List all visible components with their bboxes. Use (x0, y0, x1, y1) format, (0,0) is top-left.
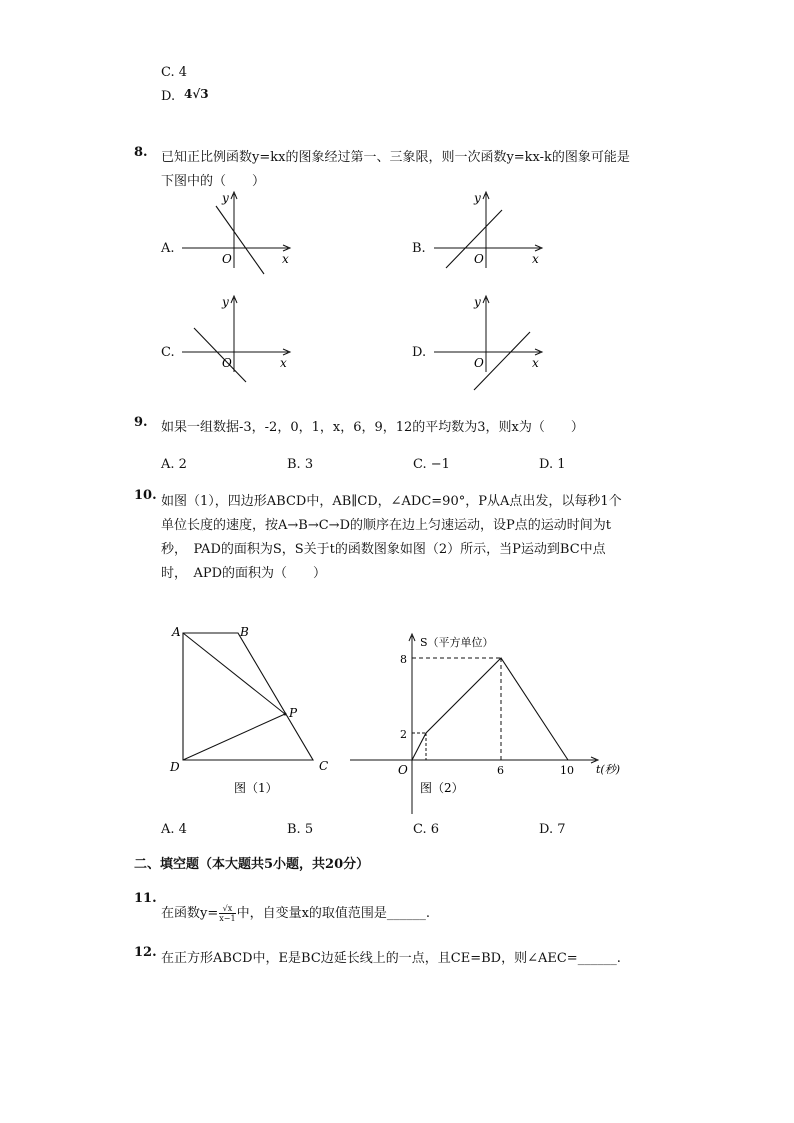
q10-figure-1 (168, 620, 348, 810)
label-a: A (172, 625, 181, 639)
origin-label: O (398, 763, 408, 777)
label-c: C (319, 759, 329, 773)
q10-stem-line2: 单位长度的速度，按A→B→C→D的顺序在边上匀速运动，设P点的运动时间为t (161, 518, 611, 533)
q11-fraction-denominator: x−1 (219, 914, 236, 923)
q8-stem-line2: 下图中的（ ） (161, 174, 266, 189)
y-label: y (222, 295, 229, 309)
q9-option-b[interactable]: B. 3 (287, 457, 314, 472)
q10-option-c[interactable]: C. 6 (413, 822, 440, 837)
y-label: y (222, 191, 229, 205)
x-label: x (280, 356, 287, 370)
segment-dp (183, 714, 285, 760)
q7-option-d-value: 4√3 (184, 87, 209, 101)
origin-label: O (222, 356, 232, 370)
origin-label: O (222, 252, 232, 266)
section-heading: 二、填空题（本大题共5小题，共20分） (134, 857, 370, 872)
s-axis-label: S（平方单位） (420, 636, 494, 649)
q9-stem: 如果一组数据-3，-2，0，1，x，6，9，12的平均数为3，则x为（ ） (161, 420, 584, 435)
q12-stem: 在正方形ABCD中，E是BC边延长线上的一点，且CE=BD，则∠AEC=______. (161, 951, 621, 966)
q9-option-c[interactable]: C. −1 (413, 457, 450, 472)
origin-label: O (474, 356, 484, 370)
q8-stem-line1: 已知正比例函数y=kx的图象经过第一、三象限，则一次函数y=kx-k的图象可能是 (161, 150, 630, 165)
q10-stem-line4: 时， APD的面积为（ ） (161, 566, 327, 581)
area-function-graph (412, 658, 568, 760)
q8-option-c-label[interactable]: C. (161, 345, 175, 360)
q10-stem-line3: 秒， PAD的面积为S，S关于t的函数图象如图（2）所示，当P运动到BC中点 (161, 542, 606, 557)
y-label: y (474, 295, 481, 309)
x-label: x (282, 252, 289, 266)
q9-number: 9. (134, 415, 148, 430)
q10-number: 10. (134, 488, 157, 503)
q8-option-a-label[interactable]: A. (161, 241, 175, 256)
q8-graph-d (432, 294, 552, 374)
figure-1-caption: 图（1） (234, 781, 278, 795)
q8-graph-c (180, 294, 300, 374)
q8-option-d-label[interactable]: D. (412, 345, 427, 360)
x-label: x (532, 252, 539, 266)
q11-stem (161, 904, 430, 923)
x-label: x (532, 356, 539, 370)
q10-option-b[interactable]: B. 5 (287, 822, 314, 837)
figure-2-caption: 图（2） (420, 781, 464, 795)
q10-option-a[interactable]: A. 4 (161, 822, 187, 837)
t-axis-label: t(秒) (596, 763, 621, 776)
q11-fraction (219, 904, 235, 923)
tick-x6: 6 (497, 764, 504, 777)
origin-label: O (474, 252, 484, 266)
q7-option-c[interactable]: C. 4 (161, 65, 188, 80)
tick-y8: 8 (400, 653, 407, 666)
segment-ap (183, 633, 285, 714)
q11-text-before: 在函数y= (161, 906, 219, 921)
tick-y2: 2 (400, 728, 407, 741)
q9-option-a[interactable]: A. 2 (161, 457, 187, 472)
y-label: y (474, 191, 481, 205)
q10-figure-2 (346, 630, 621, 820)
q8-graph-b (432, 190, 552, 270)
q10-option-d[interactable]: D. 7 (539, 822, 566, 837)
quadrilateral-abcd (183, 633, 313, 760)
q11-text-after: 中，自变量x的取值范围是______. (236, 906, 431, 921)
label-p: P (289, 706, 298, 720)
q12-number: 12. (134, 945, 157, 960)
label-d: D (170, 760, 180, 774)
label-b: B (240, 625, 249, 639)
q7-option-d-label[interactable]: D. (161, 89, 176, 104)
q11-fraction-numerator: √x (219, 904, 235, 914)
q8-graph-a (180, 190, 300, 270)
q10-stem-line1: 如图（1），四边形ABCD中，AB∥CD，∠ADC=90°，P从A点出发，以每秒1个 (161, 494, 622, 509)
tick-x10: 10 (560, 764, 574, 777)
q9-option-d[interactable]: D. 1 (539, 457, 566, 472)
point-p (284, 713, 287, 716)
q8-option-b-label[interactable]: B. (412, 241, 426, 256)
q11-number: 11. (134, 891, 157, 906)
q8-number: 8. (134, 145, 148, 160)
function-line (194, 328, 246, 382)
